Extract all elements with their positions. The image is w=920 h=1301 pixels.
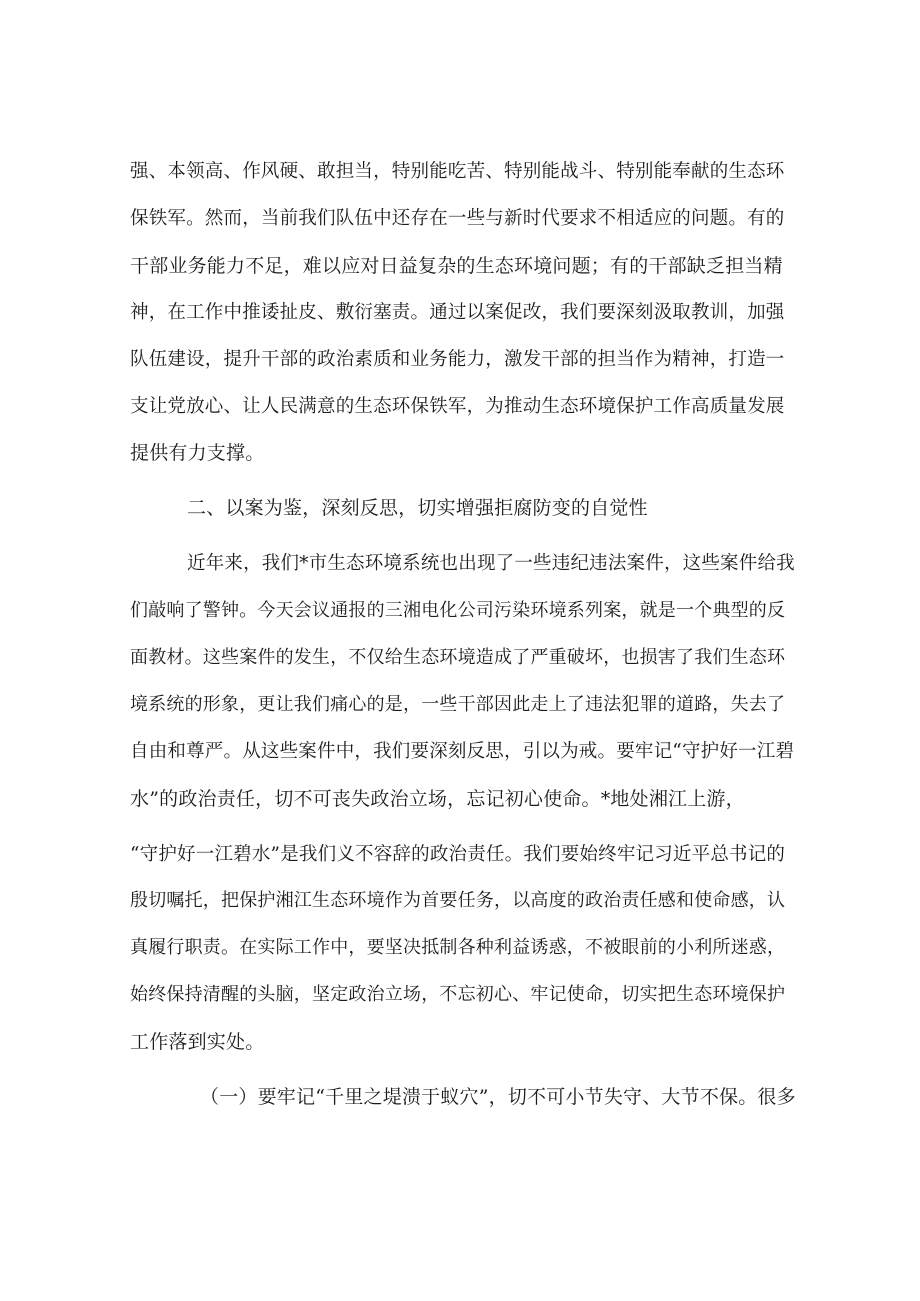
paragraph-4-line-3: 真履行职责。在实际工作中，要坚决抵制各种利益诱惑，不被眼前的小利所迷惑， [130, 937, 786, 958]
paragraph-1-line-4: 神，在工作中推诿扯皮、敷衍塞责。通过以案促改，我们要深刻汲取教训，加强 [130, 302, 785, 323]
paragraph-4-line-4: 始终保持清醒的头脑，坚定政治立场，不忘初心、牢记使命，切实把生态环境保护 [130, 984, 786, 1005]
paragraph-1-line-6: 支让党放心、让人民满意的生态环保铁军，为推动生态环境保护工作高质量发展 [130, 396, 785, 417]
paragraph-1-line-7: 提供有力支撑。 [130, 442, 265, 464]
paragraph-4-line-2: 殷切嘱托，把保护湘江生态环境作为首要任务，以高度的政治责任感和使命感，认 [130, 890, 786, 911]
paragraph-3-line-3: 面教材。这些案件的发生，不仅给生态环境造成了严重破坏，也损害了我们生态环 [130, 647, 786, 668]
paragraph-3-line-6: 水”的政治责任，切不可丧失政治立场，忘记初心使命。*地处湘江上游， [130, 788, 745, 810]
paragraph-3-line-1: 近年来，我们*市生态环境系统也出现了一些违纪违法案件，这些案件给我 [187, 553, 795, 574]
paragraph-5-line-1: （一）要牢记“千里之堤溃于蚁穴”，切不可小节失守、大节不保。很多 [200, 1086, 796, 1108]
paragraph-1-line-3: 干部业务能力不足，难以应对日益复杂的生态环境问题；有的干部缺乏担当精 [130, 255, 783, 277]
paragraph-4-line-5: 工作落到实处。 [130, 1031, 265, 1053]
paragraph-4-line-1: “守护好一江碧水”是我们义不容辞的政治责任。我们要始终牢记习近平总书记的 [130, 844, 786, 865]
paragraph-1-line-2: 保铁军。然而，当前我们队伍中还存在一些与新时代要求不相适应的问题。有的 [130, 208, 785, 229]
section-heading: 二、以案为鉴，深刻反思，切实增强拒腐防变的自觉性 [187, 497, 648, 519]
paragraph-1-line-5: 队伍建设，提升干部的政治素质和业务能力，激发干部的担当作为精神，打造一 [130, 349, 785, 370]
paragraph-3-line-4: 境系统的形象，更让我们痛心的是，一些干部因此走上了违法犯罪的道路，失去了 [130, 694, 786, 715]
paragraph-1-line-1: 强、本领高、作风硬、敢担当，特别能吃苦、特别能战斗、特别能奉献的生态环 [130, 161, 785, 182]
paragraph-3-line-5: 自由和尊严。从这些案件中，我们要深刻反思，引以为戒。要牢记“守护好一江碧 [130, 741, 795, 762]
paragraph-3-line-2: 们敲响了警钟。今天会议通报的三湘电化公司污染环境系列案，就是一个典型的反 [130, 600, 786, 621]
